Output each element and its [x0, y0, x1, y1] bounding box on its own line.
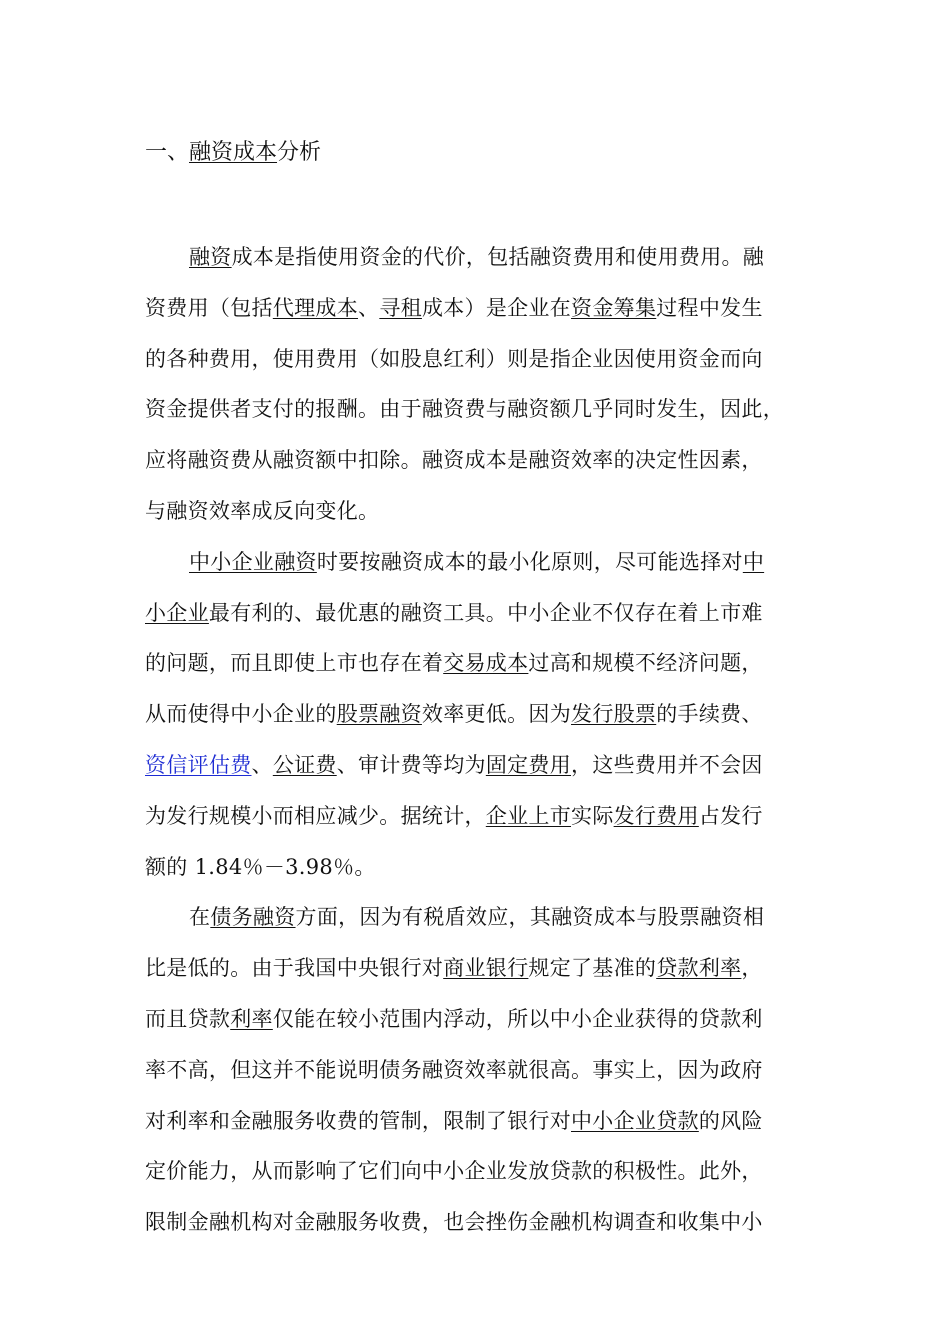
text-run: 过程中发生	[656, 295, 763, 320]
underlined-term-link[interactable]: 公证费	[272, 752, 337, 777]
text-line	[145, 791, 835, 842]
underlined-term-link[interactable]: 代理成本	[272, 295, 359, 320]
underlined-term-link[interactable]: 债务融资	[210, 905, 296, 930]
underlined-term-link[interactable]: 小企业	[145, 600, 209, 625]
underlined-term-link[interactable]: 企业上市	[485, 803, 572, 828]
text-run: 为发行规模小而相应减少。据统计，	[145, 803, 486, 828]
paragraph	[145, 892, 835, 1248]
text-run: 的手续费、	[656, 702, 763, 727]
text-run: 应将融资费从融资额中扣除。融资成本是融资效率的决定性因素，	[145, 448, 763, 473]
text-line	[145, 1045, 835, 1096]
text-run: 在	[189, 905, 211, 930]
underlined-term-link[interactable]: 发行费用	[613, 803, 699, 828]
text-run: 限制金融机构对金融服务收费，也会挫伤金融机构调查和收集中小	[145, 1210, 763, 1235]
text-run: 定价能力，从而影响了它们向中小企业发放贷款的积极性。此外，	[145, 1159, 763, 1184]
text-run: 效率更低。因为	[421, 702, 572, 727]
text-line	[145, 638, 835, 689]
text-run: 的问题，而且即使上市也存在着	[145, 651, 444, 676]
text-run: 比是低的。由于我国中央银行对	[145, 956, 444, 981]
underlined-term-link[interactable]: 资金筹集	[571, 295, 657, 320]
text-line	[145, 1197, 835, 1248]
text-run: 资金提供者支付的报酬。由于融资费与融资额几乎同时发生，因此，	[145, 397, 784, 422]
text-line	[145, 486, 835, 537]
text-line	[145, 740, 835, 791]
underlined-term-link[interactable]: 中小企业融资	[189, 549, 317, 574]
text-run: 资费用（包括	[145, 295, 273, 320]
underlined-term-link[interactable]: 利率	[230, 1006, 273, 1031]
underlined-term-link[interactable]: 交易成本	[443, 651, 529, 676]
underlined-term-link[interactable]: 商业银行	[443, 956, 529, 981]
text-run: 率不高，但这并不能说明债务融资效率就很高。事实上，因为政府	[145, 1057, 763, 1082]
paragraph	[145, 232, 835, 537]
text-run: 实际	[571, 803, 614, 828]
text-line	[145, 689, 835, 740]
underlined-term-link[interactable]: 中小企业贷款	[571, 1108, 699, 1133]
text-run: 从而使得中小企业的	[145, 702, 337, 727]
text-line	[145, 1096, 835, 1147]
text-run: 成本）是企业在	[421, 295, 572, 320]
underlined-term-link[interactable]: 固定费用	[485, 752, 572, 777]
text-run: 、审计费等均为	[336, 752, 486, 777]
text-run: 、	[358, 295, 380, 320]
text-run: ，这些费用并不会因	[571, 752, 763, 777]
text-run: 最有利的、最优惠的融资工具。中小企业不仅存在着上市难	[208, 600, 763, 625]
text-run: 仅能在较小范围内浮动，所以中小企业获得的贷款利	[272, 1006, 763, 1031]
underlined-term-link[interactable]: 寻租	[379, 295, 422, 320]
text-line	[145, 232, 835, 283]
hyperlink[interactable]: 资信评估费	[145, 752, 252, 777]
text-line	[145, 334, 835, 385]
text-run: 的风险	[698, 1108, 763, 1133]
text-line	[145, 842, 835, 893]
text-run: ，	[741, 956, 763, 981]
underlined-term-link[interactable]: 融资	[189, 245, 232, 269]
text-line	[145, 943, 835, 994]
text-line	[145, 994, 835, 1045]
underlined-term-link[interactable]: 股票融资	[336, 702, 422, 727]
text-run: 对利率和金融服务收费的管制，限制了银行对	[145, 1108, 571, 1133]
text-run: 额的 1.84％－3.98％。	[145, 854, 376, 879]
body-text	[145, 232, 835, 1248]
text-line	[145, 588, 835, 639]
text-line	[145, 1146, 835, 1197]
heading-link-financing-cost[interactable]: 融资成本	[189, 140, 278, 165]
section-heading	[145, 138, 321, 168]
text-run: 过高和规模不经济问题，	[528, 651, 763, 676]
text-run: 规定了基准的	[528, 956, 657, 981]
text-run: 、	[251, 752, 273, 777]
text-line	[145, 537, 835, 588]
heading-suffix: 分析	[277, 140, 322, 165]
text-line	[145, 283, 835, 334]
underlined-term-link[interactable]: 发行股票	[571, 702, 657, 727]
text-run: 方面，因为有税盾效应，其融资成本与股票融资相	[295, 905, 765, 930]
text-run: 而且贷款	[145, 1006, 231, 1031]
text-run: 占发行	[698, 803, 763, 828]
text-run: 与融资效率成反向变化。	[145, 498, 380, 523]
text-run: 时要按融资成本的最小化原则，尽可能选择对	[316, 549, 743, 574]
text-line	[145, 435, 835, 486]
paragraph	[145, 537, 835, 893]
text-line	[145, 892, 835, 943]
underlined-term-link[interactable]: 贷款利率	[656, 956, 742, 981]
text-run: 的各种费用，使用费用（如股息红利）则是指企业因使用资金而向	[145, 346, 763, 371]
text-run: 成本是指使用资金的代价，包括融资费用和使用费用。融	[231, 245, 765, 269]
text-line	[145, 384, 835, 435]
heading-prefix: 一、	[145, 140, 190, 165]
underlined-term-link[interactable]: 中	[742, 549, 765, 574]
